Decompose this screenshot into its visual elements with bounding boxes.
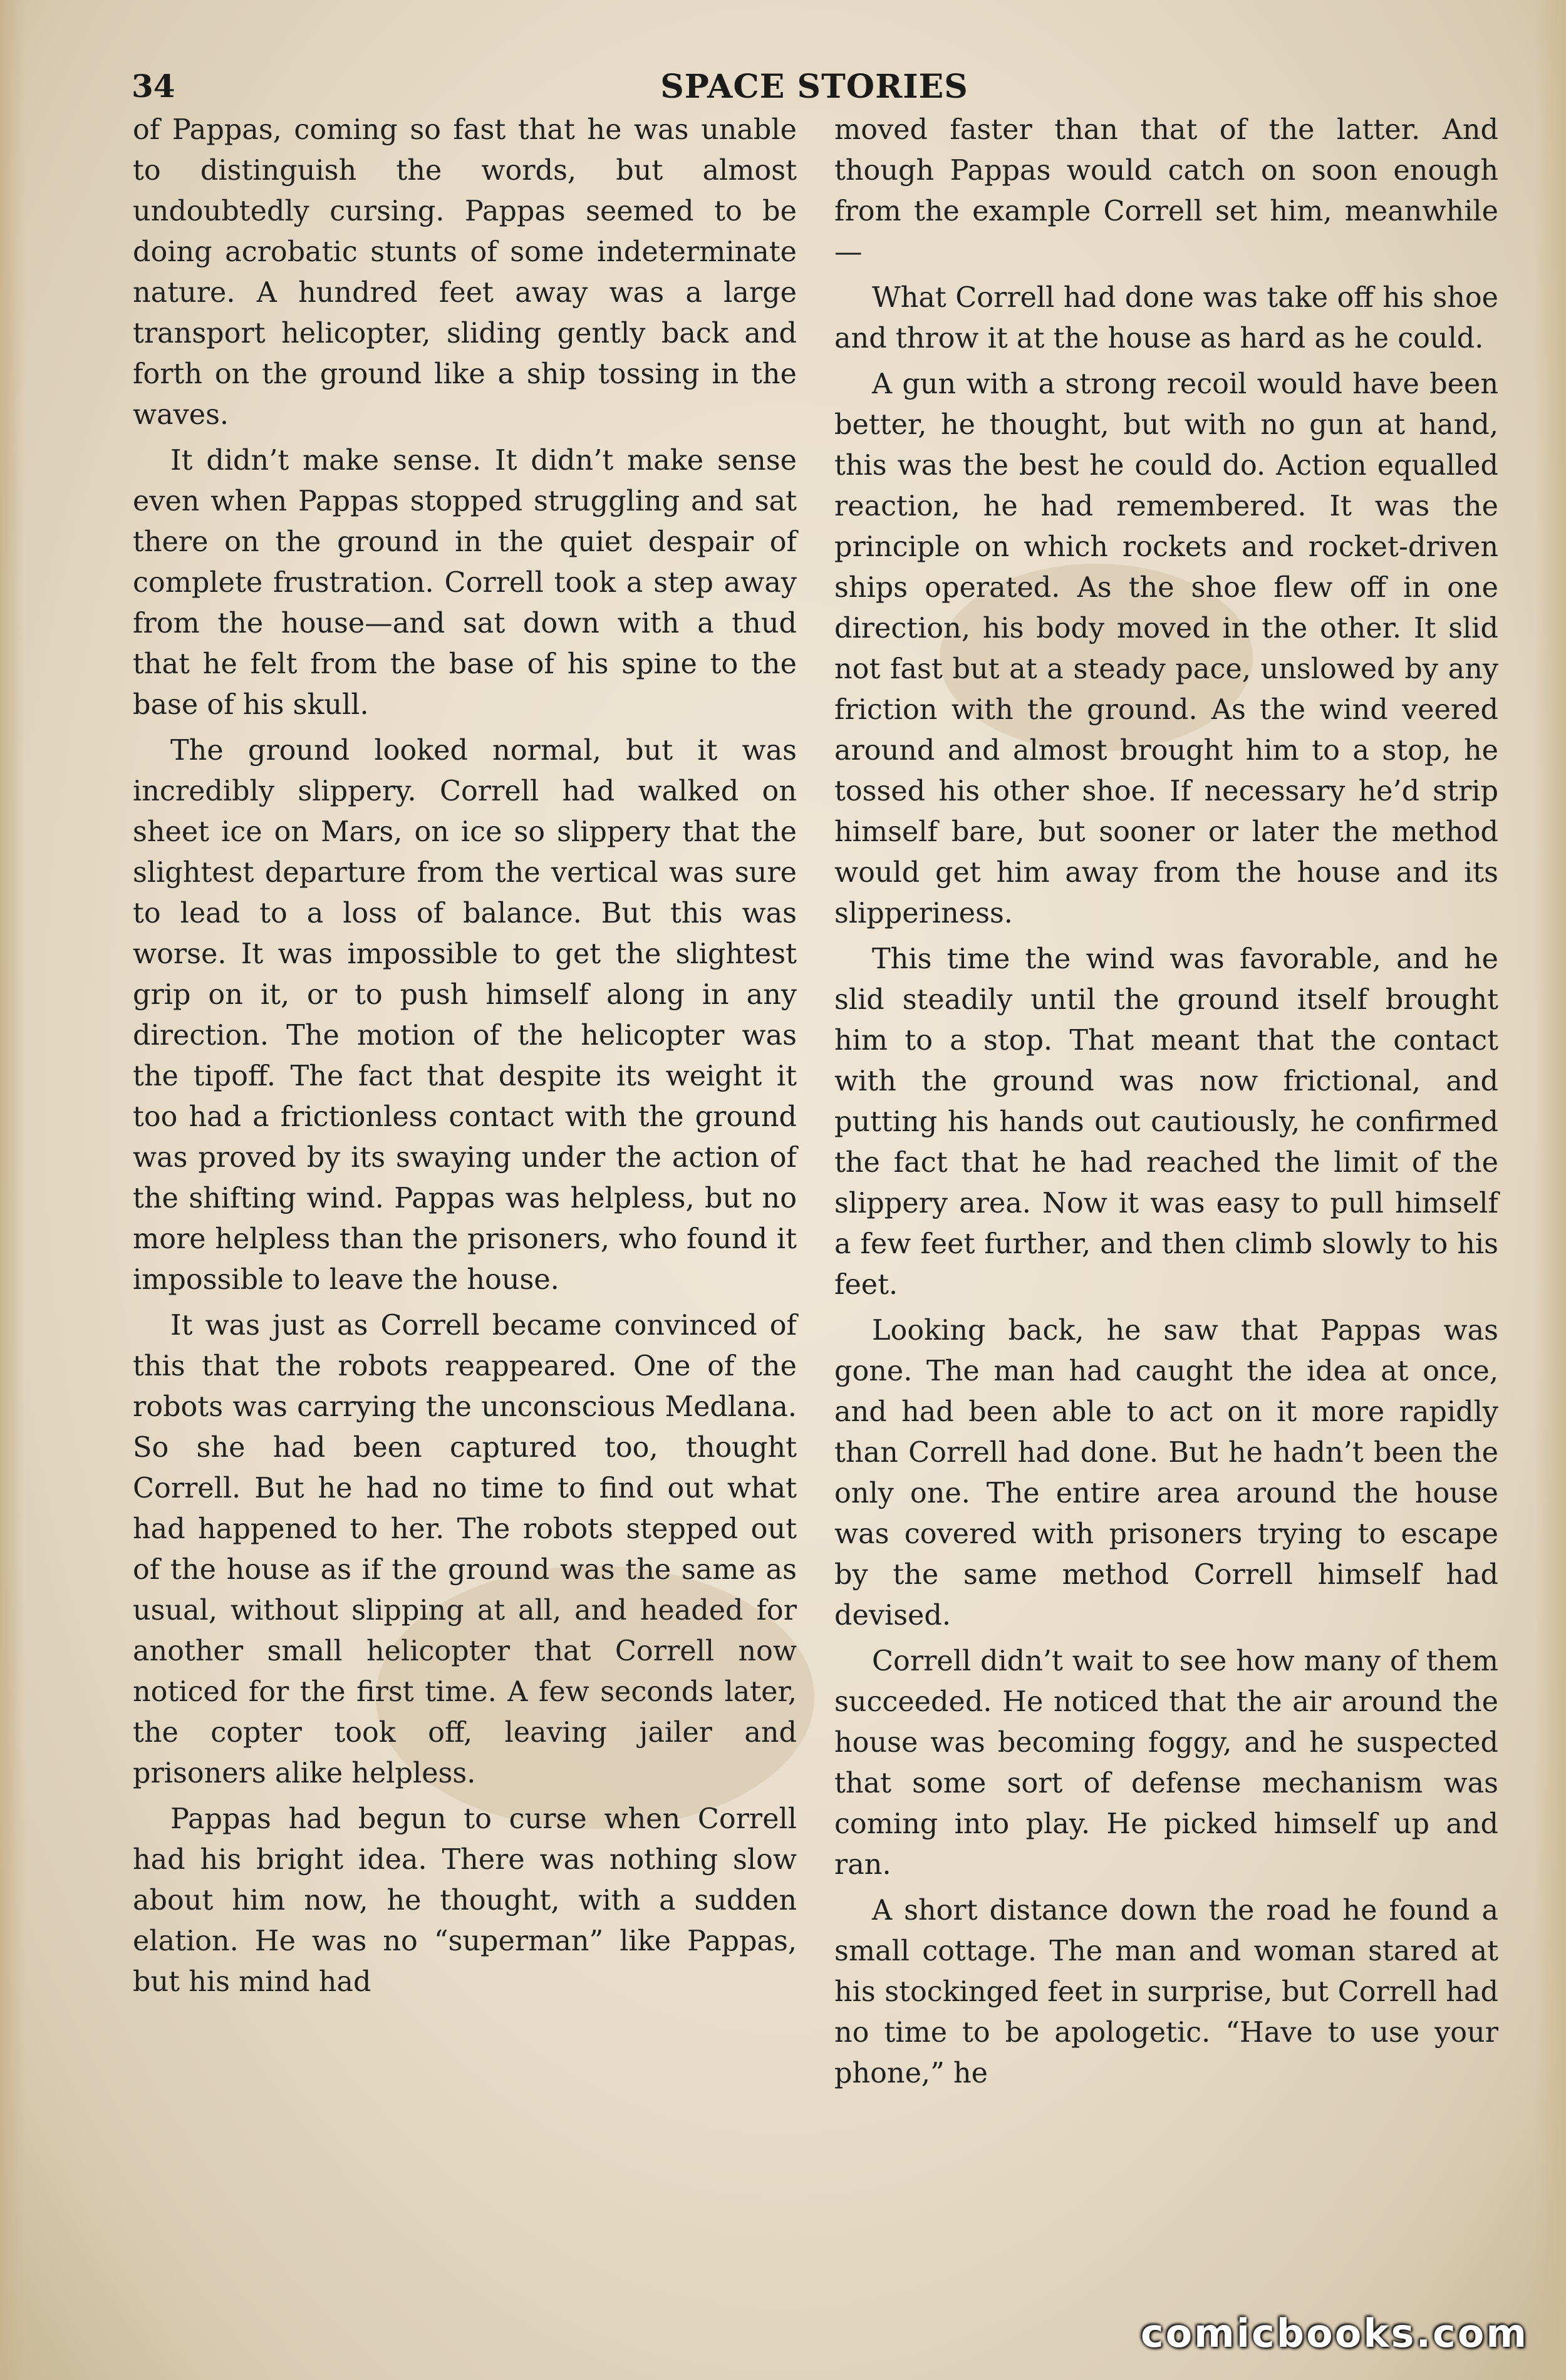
page-header (132, 68, 1497, 111)
paragraph: Looking back, he saw that Pappas was gone. The man had caught the idea at once, and had been able to act on it more rapidly than Correll had done. But he hadn’t been the only one. The entire area around the house was covered with prisoners trying to escape by the same method Correll himself had devised. (834, 1315, 1498, 1632)
paragraph: This time the wind was favorable, and he slid steadily until the ground itself brought him to a stop. That meant that the contact with the ground was now frictional, and putting his hands out cautiously, he confirmed the fact that he had reached the limit of the slippery area. Now it was easy to pull himself a few feet further, and then climb slowly to his feet. (834, 943, 1498, 1301)
paragraph: It didn’t make sense. It didn’t make sense even when Pappas stopped struggling and sat there on the ground in the quiet despair of complete frustration. Correll took a step away from the house—and sat down with a thud that he felt from the base of his spine to the base of his skull. (133, 445, 797, 721)
text-column-left (133, 110, 797, 2002)
paragraph: moved faster than that of the latter. And though Pappas would catch on soon enough from the example Correll set him, meanwhile— (834, 114, 1498, 268)
paragraph: Pappas had begun to curse when Correll had his bright idea. There was nothing slow about him now, he thought, with a sudden elation. He was no “superman” like Pappas, but his mind had (133, 1803, 797, 1998)
paragraph: of Pappas, coming so fast that he was unable to distinguish the words, but almost undoubtedly cursing. Pappas seemed to be doing acrobatic stunts of some indeterminate nature. A hundred feet away was a large transport helicopter, sliding gently back and forth on the ground like a ship tossing in the waves. (133, 114, 797, 431)
paragraph: Correll didn’t wait to see how many of them succeeded. He noticed that the air around the house was becoming foggy, and he suspected that some sort of defense mechanism was coming into play. He picked himself up and ran. (834, 1645, 1498, 1881)
paragraph: It was just as Correll became convinced of this that the robots reappeared. One of the robots was carrying the unconscious Medlana. So she had been captured too, thought Correll. But he had no time to find out what had happened to her. The robots stepped out of the house as if the ground was the same as usual, without slipping at all, and headed for another small helicopter that Correll now noticed for the first time. A few seconds later, the copter took off, leaving jailer and prisoners alike helpless. (133, 1310, 797, 1789)
text-column-right (834, 110, 1498, 2094)
paragraph: The ground looked normal, but it was incredibly slippery. Correll had walked on sheet ice on Mars, on ice so slippery that the slightest departure from the vertical was sure to lead to a loss of balance. But this was worse. It was impossible to get the slightest grip on it, or to push himself along in any direction. The motion of the helicopter was the tipoff. The fact that despite its weight it too had a frictionless contact with the ground was proved by its swaying under the action of the shifting wind. Pappas was helpless, but no more helpless than the prisoners, who found it impossible to leave the house. (133, 735, 797, 1296)
watermark: comicbooks.com (1140, 2310, 1528, 2356)
paragraph: A gun with a strong recoil would have been better, he thought, but with no gun at hand, this was the best he could do. Action equalled reaction, he had remembered. It was the principle on which rockets and rocket-driven ships operated. As the shoe flew off in one direction, his body moved in the other. It slid not fast but at a steady pace, unslowed by any friction with the ground. As the wind veered around and almost brought him to a stop, he tossed his other shoe. If necessary he’d strip himself bare, but sooner or later the method would get him away from the house and its slipperiness. (834, 368, 1498, 929)
paragraph: A short distance down the road he found a small cottage. The man and woman stared at his stockinged feet in surprise, but Correll had no time to be apologetic. “Have to use your phone,” he (834, 1895, 1498, 2089)
page-edge-right (1535, 0, 1566, 2380)
page-edge-left (0, 0, 25, 2380)
page-number: 34 (132, 68, 175, 105)
paragraph: What Correll had done was take off his shoe and throw it at the house as hard as he could. (834, 282, 1498, 354)
running-head-title: SPACE STORIES (660, 68, 968, 106)
